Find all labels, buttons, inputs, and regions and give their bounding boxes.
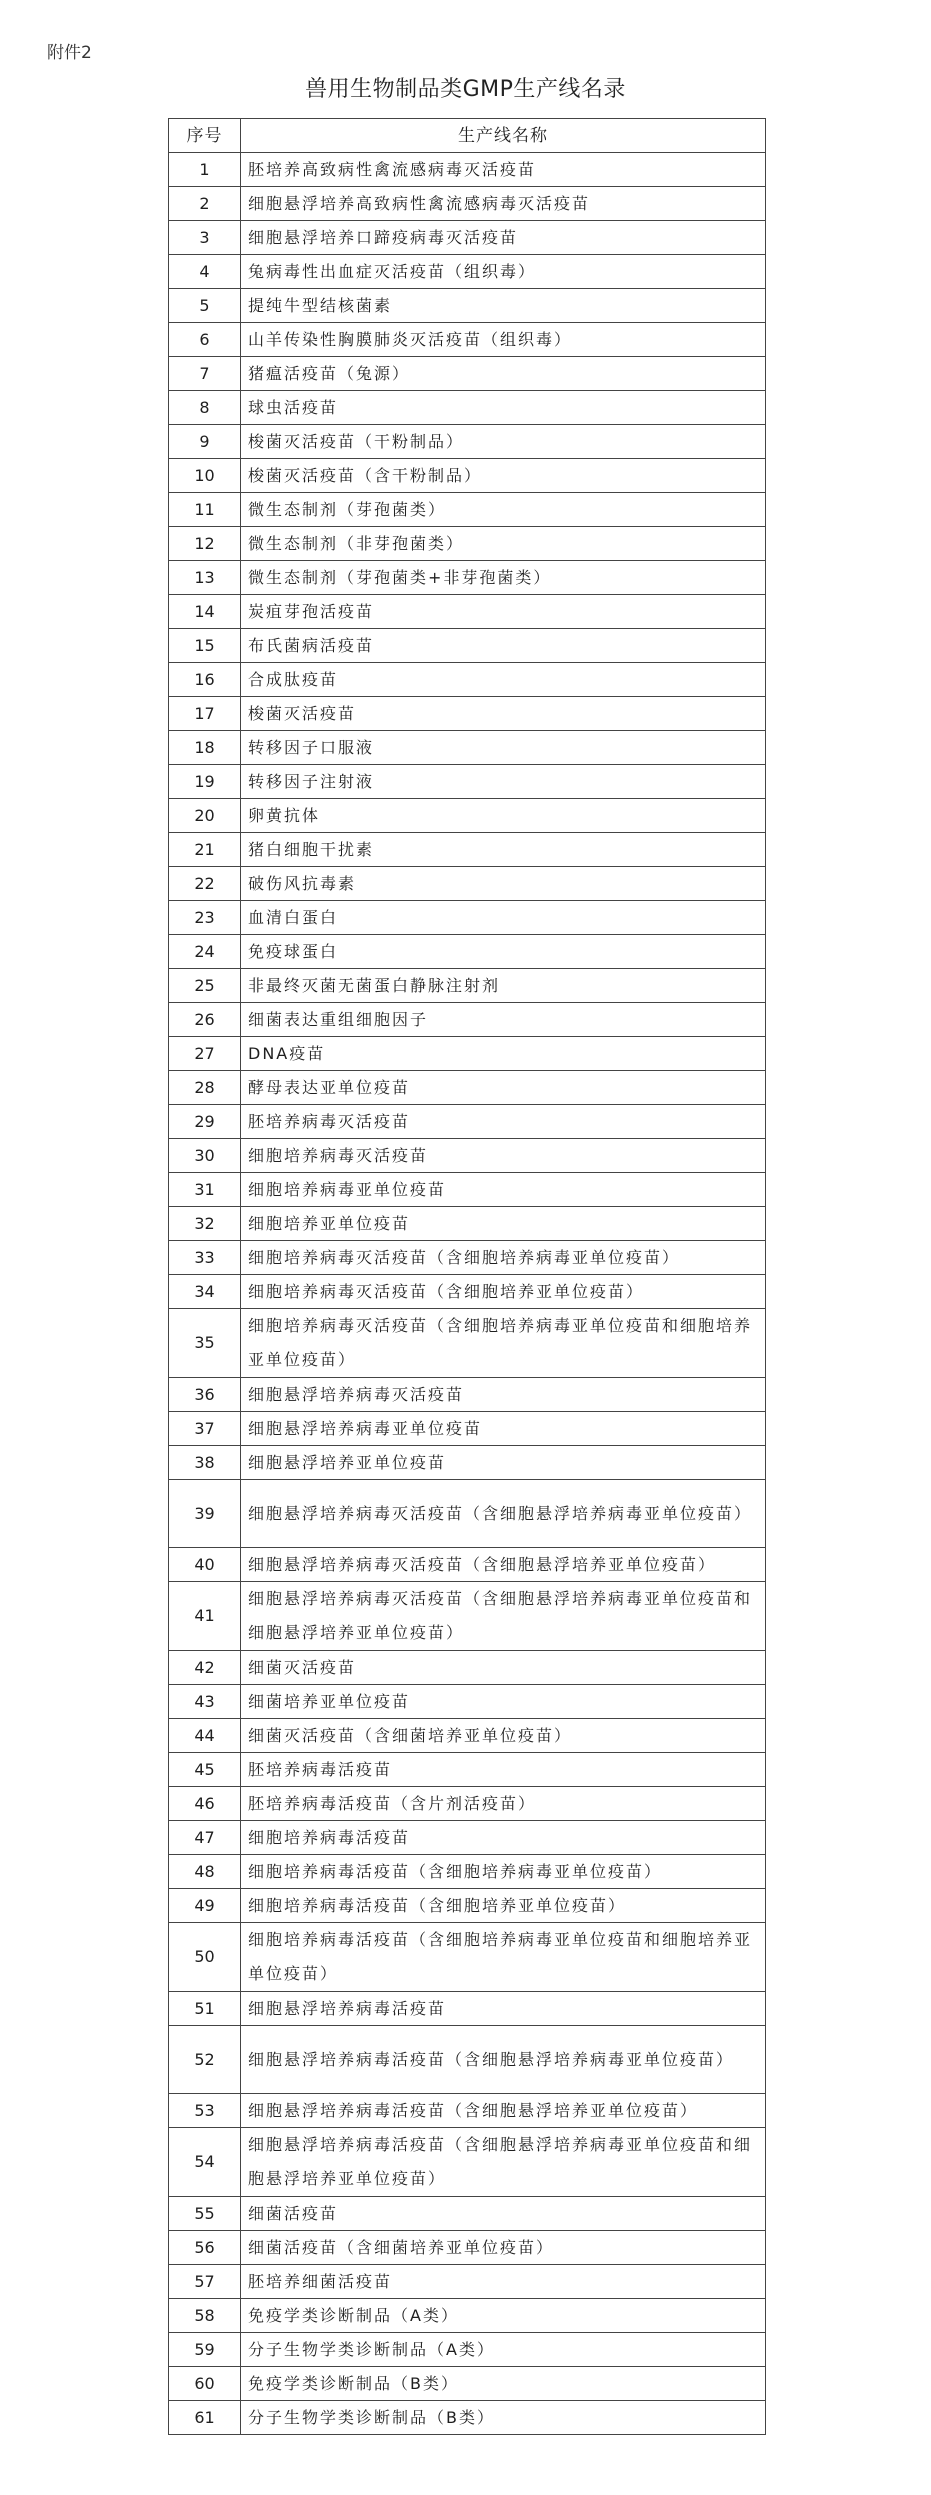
production-line-name: 微生态制剂（芽孢菌类+非芽孢菌类） — [241, 561, 766, 595]
production-line-name: 胚培养病毒灭活疫苗 — [241, 1105, 766, 1139]
production-line-name: 山羊传染性胸膜肺炎灭活疫苗（组织毒） — [241, 323, 766, 357]
row-number: 32 — [169, 1207, 241, 1241]
row-number: 56 — [169, 2231, 241, 2265]
row-number: 24 — [169, 935, 241, 969]
table-row — [169, 1412, 766, 1446]
production-line-name: 转移因子口服液 — [241, 731, 766, 765]
production-line-name: 细胞悬浮培养高致病性禽流感病毒灭活疫苗 — [241, 187, 766, 221]
production-line-name: 细胞悬浮培养病毒灭活疫苗（含细胞悬浮培养病毒亚单位疫苗） — [241, 1480, 766, 1548]
table-row — [169, 493, 766, 527]
row-number: 11 — [169, 493, 241, 527]
table-row — [169, 1207, 766, 1241]
header-number: 序号 — [169, 119, 241, 153]
table-row — [169, 2401, 766, 2435]
production-line-name: 细胞培养病毒灭活疫苗（含细胞培养病毒亚单位疫苗和细胞培养亚单位疫苗） — [241, 1309, 766, 1378]
row-number: 52 — [169, 2026, 241, 2094]
production-line-name: 梭菌灭活疫苗（干粉制品） — [241, 425, 766, 459]
production-line-name: 细胞培养病毒活疫苗 — [241, 1821, 766, 1855]
table-row — [169, 1309, 766, 1378]
row-number: 31 — [169, 1173, 241, 1207]
production-line-name: 细胞培养病毒灭活疫苗 — [241, 1139, 766, 1173]
table-row — [169, 799, 766, 833]
table-row — [169, 629, 766, 663]
production-line-name: 细胞悬浮培养病毒活疫苗（含细胞悬浮培养病毒亚单位疫苗和细胞悬浮培养亚单位疫苗） — [241, 2128, 766, 2197]
row-number: 30 — [169, 1139, 241, 1173]
production-line-name: 胚培养细菌活疫苗 — [241, 2265, 766, 2299]
production-line-name: 猪白细胞干扰素 — [241, 833, 766, 867]
table-row — [169, 1719, 766, 1753]
table-row — [169, 2333, 766, 2367]
table-row — [169, 2367, 766, 2401]
production-line-name: 微生态制剂（芽孢菌类） — [241, 493, 766, 527]
production-line-name: 胚培养病毒活疫苗（含片剂活疫苗） — [241, 1787, 766, 1821]
table-row — [169, 2026, 766, 2094]
row-number: 29 — [169, 1105, 241, 1139]
production-line-name: 细菌活疫苗（含细菌培养亚单位疫苗） — [241, 2231, 766, 2265]
production-line-name: 细胞悬浮培养病毒活疫苗 — [241, 1992, 766, 2026]
header-name: 生产线名称 — [241, 119, 766, 153]
production-line-name: 合成肽疫苗 — [241, 663, 766, 697]
row-number: 22 — [169, 867, 241, 901]
production-line-name: 卵黄抗体 — [241, 799, 766, 833]
table-row — [169, 527, 766, 561]
production-line-name: 梭菌灭活疫苗（含干粉制品） — [241, 459, 766, 493]
table-row — [169, 867, 766, 901]
row-number: 53 — [169, 2094, 241, 2128]
production-line-name: 转移因子注射液 — [241, 765, 766, 799]
table-row — [169, 1173, 766, 1207]
table-row — [169, 221, 766, 255]
row-number: 54 — [169, 2128, 241, 2197]
row-number: 20 — [169, 799, 241, 833]
row-number: 41 — [169, 1582, 241, 1651]
table-row — [169, 1889, 766, 1923]
production-line-name: 细胞悬浮培养病毒灭活疫苗（含细胞悬浮培养亚单位疫苗） — [241, 1548, 766, 1582]
table-row — [169, 391, 766, 425]
production-line-name: 细菌活疫苗 — [241, 2197, 766, 2231]
table-row — [169, 697, 766, 731]
table-row — [169, 1139, 766, 1173]
table-row — [169, 731, 766, 765]
table-row — [169, 1787, 766, 1821]
production-line-name: 细胞培养病毒灭活疫苗（含细胞培养病毒亚单位疫苗） — [241, 1241, 766, 1275]
row-number: 1 — [169, 153, 241, 187]
row-number: 39 — [169, 1480, 241, 1548]
row-number: 10 — [169, 459, 241, 493]
table-row — [169, 1071, 766, 1105]
table-row — [169, 1003, 766, 1037]
document-title: 兽用生物制品类GMP生产线名录 — [305, 77, 626, 102]
production-line-name: 非最终灭菌无菌蛋白静脉注射剂 — [241, 969, 766, 1003]
table-row — [169, 323, 766, 357]
row-number: 4 — [169, 255, 241, 289]
row-number: 14 — [169, 595, 241, 629]
row-number: 5 — [169, 289, 241, 323]
production-line-name: 细菌表达重组细胞因子 — [241, 1003, 766, 1037]
table-row — [169, 2197, 766, 2231]
row-number: 26 — [169, 1003, 241, 1037]
table-row — [169, 425, 766, 459]
row-number: 42 — [169, 1651, 241, 1685]
table-row — [169, 1651, 766, 1685]
production-line-name: 细胞培养病毒活疫苗（含细胞培养亚单位疫苗） — [241, 1889, 766, 1923]
row-number: 37 — [169, 1412, 241, 1446]
production-line-name: 细胞培养病毒活疫苗（含细胞培养病毒亚单位疫苗和细胞培养亚单位疫苗） — [241, 1923, 766, 1992]
table-row — [169, 935, 766, 969]
row-number: 21 — [169, 833, 241, 867]
table-row — [169, 1992, 766, 2026]
row-number: 59 — [169, 2333, 241, 2367]
production-line-name: 细菌培养亚单位疫苗 — [241, 1685, 766, 1719]
production-line-name: 细菌灭活疫苗 — [241, 1651, 766, 1685]
production-line-name: 球虫活疫苗 — [241, 391, 766, 425]
table-row — [169, 2094, 766, 2128]
row-number: 43 — [169, 1685, 241, 1719]
production-line-name: 兔病毒性出血症灭活疫苗（组织毒） — [241, 255, 766, 289]
row-number: 6 — [169, 323, 241, 357]
production-line-name: 分子生物学类诊断制品（B类） — [241, 2401, 766, 2435]
table-row — [169, 595, 766, 629]
production-line-name: 细胞培养病毒灭活疫苗（含细胞培养亚单位疫苗） — [241, 1275, 766, 1309]
table-row — [169, 833, 766, 867]
production-line-name: 细胞培养亚单位疫苗 — [241, 1207, 766, 1241]
production-line-name: 分子生物学类诊断制品（A类） — [241, 2333, 766, 2367]
row-number: 50 — [169, 1923, 241, 1992]
table-row — [169, 1923, 766, 1992]
production-line-name: DNA疫苗 — [241, 1037, 766, 1071]
row-number: 28 — [169, 1071, 241, 1105]
row-number: 12 — [169, 527, 241, 561]
row-number: 7 — [169, 357, 241, 391]
row-number: 38 — [169, 1446, 241, 1480]
production-line-name: 细胞悬浮培养亚单位疫苗 — [241, 1446, 766, 1480]
table-row — [169, 153, 766, 187]
row-number: 48 — [169, 1855, 241, 1889]
production-line-name: 细胞培养病毒活疫苗（含细胞培养病毒亚单位疫苗） — [241, 1855, 766, 1889]
table-row — [169, 663, 766, 697]
table-row — [169, 1855, 766, 1889]
row-number: 51 — [169, 1992, 241, 2026]
row-number: 40 — [169, 1548, 241, 1582]
table-header-row — [169, 119, 766, 153]
table-row — [169, 1480, 766, 1548]
table-row — [169, 1241, 766, 1275]
production-line-name: 细胞培养病毒亚单位疫苗 — [241, 1173, 766, 1207]
table-row — [169, 765, 766, 799]
row-number: 34 — [169, 1275, 241, 1309]
production-line-name: 猪瘟活疫苗（兔源） — [241, 357, 766, 391]
table-row — [169, 255, 766, 289]
production-line-name: 炭疽芽孢活疫苗 — [241, 595, 766, 629]
table-body — [169, 153, 766, 2435]
row-number: 36 — [169, 1378, 241, 1412]
row-number: 57 — [169, 2265, 241, 2299]
table-row — [169, 1821, 766, 1855]
production-line-name: 梭菌灭活疫苗 — [241, 697, 766, 731]
table-row — [169, 1037, 766, 1071]
row-number: 17 — [169, 697, 241, 731]
table-row — [169, 459, 766, 493]
row-number: 47 — [169, 1821, 241, 1855]
table-row — [169, 289, 766, 323]
table-row — [169, 187, 766, 221]
production-line-name: 细胞悬浮培养病毒亚单位疫苗 — [241, 1412, 766, 1446]
row-number: 46 — [169, 1787, 241, 1821]
production-line-name: 酵母表达亚单位疫苗 — [241, 1071, 766, 1105]
production-line-table — [168, 118, 766, 2435]
production-line-name: 血清白蛋白 — [241, 901, 766, 935]
table-row — [169, 561, 766, 595]
row-number: 15 — [169, 629, 241, 663]
table-row — [169, 1753, 766, 1787]
row-number: 3 — [169, 221, 241, 255]
production-line-name: 破伤风抗毒素 — [241, 867, 766, 901]
row-number: 61 — [169, 2401, 241, 2435]
row-number: 19 — [169, 765, 241, 799]
table-row — [169, 901, 766, 935]
production-line-name: 布氏菌病活疫苗 — [241, 629, 766, 663]
row-number: 23 — [169, 901, 241, 935]
row-number: 45 — [169, 1753, 241, 1787]
table-row — [169, 2299, 766, 2333]
table-row — [169, 1275, 766, 1309]
row-number: 18 — [169, 731, 241, 765]
row-number: 49 — [169, 1889, 241, 1923]
row-number: 25 — [169, 969, 241, 1003]
table-row — [169, 1548, 766, 1582]
table-row — [169, 1685, 766, 1719]
row-number: 55 — [169, 2197, 241, 2231]
production-line-name: 细菌灭活疫苗（含细菌培养亚单位疫苗） — [241, 1719, 766, 1753]
production-line-name: 胚培养病毒活疫苗 — [241, 1753, 766, 1787]
production-line-name: 微生态制剂（非芽孢菌类） — [241, 527, 766, 561]
table-row — [169, 2128, 766, 2197]
production-line-name: 细胞悬浮培养口蹄疫病毒灭活疫苗 — [241, 221, 766, 255]
row-number: 44 — [169, 1719, 241, 1753]
row-number: 27 — [169, 1037, 241, 1071]
production-line-name: 免疫学类诊断制品（B类） — [241, 2367, 766, 2401]
row-number: 2 — [169, 187, 241, 221]
table-row — [169, 1105, 766, 1139]
row-number: 58 — [169, 2299, 241, 2333]
row-number: 60 — [169, 2367, 241, 2401]
production-line-name: 免疫球蛋白 — [241, 935, 766, 969]
production-line-name: 细胞悬浮培养病毒活疫苗（含细胞悬浮培养病毒亚单位疫苗） — [241, 2026, 766, 2094]
row-number: 9 — [169, 425, 241, 459]
row-number: 16 — [169, 663, 241, 697]
row-number: 8 — [169, 391, 241, 425]
production-line-name: 细胞悬浮培养病毒活疫苗（含细胞悬浮培养亚单位疫苗） — [241, 2094, 766, 2128]
row-number: 35 — [169, 1309, 241, 1378]
row-number: 13 — [169, 561, 241, 595]
table-row — [169, 1446, 766, 1480]
production-line-name: 细胞悬浮培养病毒灭活疫苗 — [241, 1378, 766, 1412]
attachment-label: 附件2 — [47, 43, 92, 63]
production-line-name: 胚培养高致病性禽流感病毒灭活疫苗 — [241, 153, 766, 187]
table-row — [169, 969, 766, 1003]
row-number: 33 — [169, 1241, 241, 1275]
table-row — [169, 1582, 766, 1651]
table-row — [169, 2231, 766, 2265]
table-row — [169, 1378, 766, 1412]
production-line-name: 细胞悬浮培养病毒灭活疫苗（含细胞悬浮培养病毒亚单位疫苗和细胞悬浮培养亚单位疫苗） — [241, 1582, 766, 1651]
production-line-name: 提纯牛型结核菌素 — [241, 289, 766, 323]
table-row — [169, 2265, 766, 2299]
table-row — [169, 357, 766, 391]
production-line-name: 免疫学类诊断制品（A类） — [241, 2299, 766, 2333]
